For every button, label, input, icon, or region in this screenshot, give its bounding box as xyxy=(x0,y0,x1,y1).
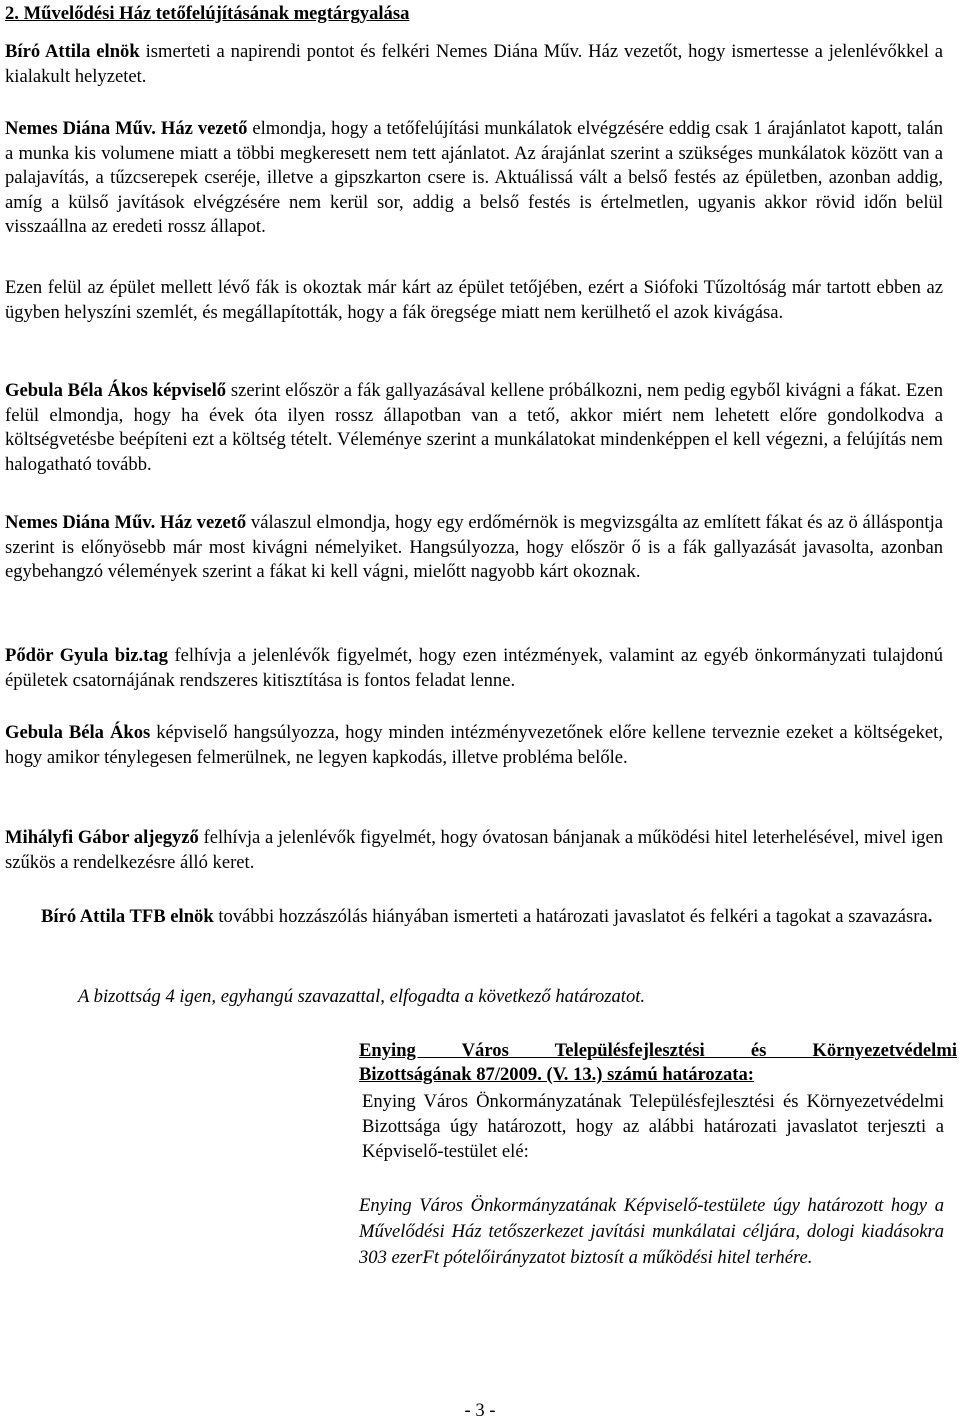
paragraph-text: szerint először a fák gallyazásával kellene próbálkozni, nem pedig egyből kivágni a fákat. Ezen felül elmondja, hogy ha évek óta ilyen rossz állapotban van a tető, akkor miért nem lehetett előre gondolkodva a költségvetésbe beépíteni ezt a költség tételt. Véleménye szerint a munkálatokat mindenképpen el kell végezni, a felújítás nem halogatható tovább. xyxy=(5,380,943,475)
resolution-title-line-1: Enying Város Településfejlesztési és Környezetvédelmi xyxy=(359,1040,957,1061)
resolution-title-line-2: Bizottságának 87/2009. (V. 13.) számú határozata: xyxy=(359,1064,754,1085)
paragraph-member-remark xyxy=(5,644,943,693)
paragraph-text: Ezen felül az épület mellett lévő fák is okoztak már kárt az épület tetőjében, ezért a Siófoki Tűzoltóság már tartott ebben az ügyben helyszíni szemlét, és megállapították, hogy a fák öregsége miatt nem kerülhető el azok kivágása. xyxy=(5,277,943,323)
paragraph-end: . xyxy=(927,906,933,927)
paragraph-director-reply xyxy=(5,511,943,585)
resolution-body: Enying Város Önkormányzatának Településfejlesztési és Környezetvédelmi Bizottsága úgy határozott, hogy az alábbi határozati javaslatot terjeszti a Képviselő-testület elé: xyxy=(362,1091,944,1162)
speaker-name: Bíró Attila elnök xyxy=(5,41,140,62)
paragraph-text: további hozzászólás hiányában ismerteti a határozati javaslatot és felkéri a tagokat a szavazásra xyxy=(213,906,928,927)
paragraph-deputy-notary xyxy=(5,826,943,875)
paragraph-text: felhívja a jelenlévők figyelmét, hogy ezen intézmények, valamint az egyéb önkormányzati tulajdonú épületek csatornájának rendszeres kitisztítása is fontos feladat lenne. xyxy=(5,645,944,691)
speaker-name: Gebula Béla Ákos képviselő xyxy=(5,380,227,401)
paragraph-text: válaszul elmondja, hogy egy erdőmérnök is megvizsgálta az említett fákat és az ö álláspontja szerint is előnyösebb már most kivágni némelyiket. Hangsúlyozza, hogy először ő is a fák gallyazását javasolta, azonban egybehangzó vélemények szerint a fákat ki kell vágni, mielőtt nagyobb kárt okoznak. xyxy=(5,512,944,583)
vote-result: A bizottság 4 igen, egyhangú szavazattal, elfogadta a következő határozatot. xyxy=(78,986,646,1007)
paragraph-representative-opinion xyxy=(5,379,943,477)
paragraph-chair-intro xyxy=(5,40,943,89)
speaker-name: Bíró Attila TFB elnök xyxy=(41,906,214,927)
paragraph-text: elmondja, hogy a tetőfelújítási munkálatok elvégzésére eddig csak 1 árajánlatot kapott, talán a munka kis volumene miatt a többi megkeresett nem tett ajánlatot. Az árajánlat szerint a szükséges munkálatok között van a palajavítás, a tűzcserepek cseréje, illetve a gipszkarton csere is. Aktuálissá vált a belső festés az épületben, azonban addig, amíg a külső javítások elvégzésére nem kerül sor, addig a belső festés is értelmetlen, ugyanis akkor rövid időn belül visszaállna az eredeti rossz állapot. xyxy=(5,118,943,238)
paragraph-representative-planning xyxy=(5,721,943,770)
paragraph-text: felhívja a jelenlévők figyelmét, hogy óvatosan bánjanak a működési hitel leterhelésével, mivel igen szűkös a rendelkezésre álló keret. xyxy=(5,827,943,873)
paragraph-chair-vote-call xyxy=(41,905,943,930)
paragraph-director-report xyxy=(5,117,943,240)
speaker-name: Mihályfi Gábor aljegyző xyxy=(5,827,199,848)
speaker-name: Nemes Diána Műv. Ház vezető xyxy=(5,512,247,533)
page-number: - 3 - xyxy=(464,1400,496,1421)
paragraph-text: ismerteti a napirendi pontot és felkéri Nemes Diána Műv. Ház vezetőt, hogy ismertesse a jelenlévőkkel a kialakult helyzetet. xyxy=(5,41,943,87)
paragraph-text: képviselő hangsúlyozza, hogy minden intézményvezetőnek előre kellene terveznie ezeket a költségeket, hogy amikor ténylegesen felmerülnek, ne legyen kapkodás, illetve probléma belőle. xyxy=(5,722,943,768)
paragraph-trees xyxy=(5,276,943,325)
speaker-name: Pődör Gyula biz.tag xyxy=(5,645,168,666)
speaker-name: Gebula Béla Ákos xyxy=(5,722,151,743)
resolution-title xyxy=(359,1039,957,1087)
resolution-proposal: Enying Város Önkormányzatának Képviselő-testülete úgy határozott hogy a Művelődési Ház tetőszerkezet javítási munkálatai céljára, dologi kiadásokra 303 ezerFt pótelőirányzatot biztosít a működési hitel terhére. xyxy=(359,1195,944,1268)
section-heading: 2. Művelődési Ház tetőfelújításának megtárgyalása xyxy=(5,3,410,24)
speaker-name: Nemes Diána Műv. Ház vezető xyxy=(5,118,248,139)
